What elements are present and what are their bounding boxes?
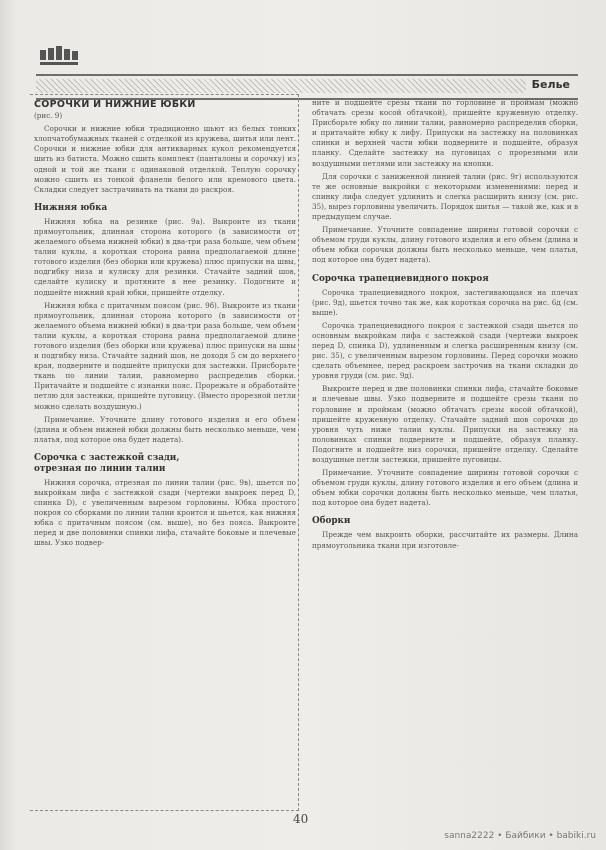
chemise-note-paragraph: Примечание. Уточните совпадение ширины готовой сорочки с объемом груди куклы, длину готового изделия и его объем (длина и объем юбки сорочки должны быть несколько меньше, чем платья, под которое она будет надета). (312, 225, 578, 265)
chemise-heading-line-2: отрезная по линии талии (34, 463, 166, 474)
chemise-heading (34, 453, 296, 475)
chemise-paragraph: Нижняя сорочка, отрезная по линии талии (рис. 9в), шьется по выкройкам лифа с застежкой сзади (чертежи выкроек перед D, спинка D), с увеличенным вырезом горловины. Юбка простого покроя со сборками по линии талии кроится и шьется, как нижняя юбка с притачным поясом (см. выше), но без пояса. Выкроите перед и две половинки спинки лифа, стачайте боковые и плечевые швы. Узко подвер- (34, 477, 296, 548)
article-title: СОРОЧКИ И НИЖНИЕ ЮБКИ (34, 99, 196, 110)
publisher-logo-icon (40, 46, 78, 68)
chemise-continued-paragraph: ните и подшейте срезы ткани по горловине и проймам (можно обтачать срезы косой обтачкой), пришейте кружевную отделку. Присборьте юбку по линии талии, равномерно распределив сборки, и притачайте юбку к лифу. Припуски на застежку на половинках спинки и верхней части юбки подверните и подшейте, образуя планку. Сделайте застежку на пуговицах с прорезными или воздушными петлями или застежку на кнопки. (312, 98, 578, 168)
trapeze-heading: Сорочка трапециевидного покроя (312, 273, 489, 284)
frills-paragraph: Прежде чем выкроить оборки, рассчитайте их размеры. Длина прямоугольника ткани при изготовле- (312, 530, 578, 550)
chemise-heading-line-1: Сорочка с застежкой сзади, (34, 452, 180, 463)
trapeze-back-paragraph: Сорочка трапециевидного покроя с застежкой сзади шьется по основным выкройкам лифа с застежкой сзади (чертежи выкроек перед D, спинка D), удлиненным и слегка расширенным книзу (см. рис. 35), с увеличенным вырезом горловины. Перед сорочки можно сделать объемнее, перед раскроем застрочив на ткани складки до уровня груди (см. рис. 9д). (312, 320, 578, 381)
low-waist-paragraph: Для сорочки с заниженной линией талии (рис. 9г) используются те же основные выкройки с некоторыми изменениями: перед и спинку лифа следует удлинить и слегка расширить книзу (см. рис. 35), вырез горловины увеличить. Порядок шитья — такой же, как и в предыдущем случае. (312, 171, 578, 222)
trapeze-sewing-paragraph: Выкроите перед и две половинки спинки лифа, стачайте боковые и плечевые швы. Узко подверните и подшейте срезы ткани по горловине и проймам (можно обтачать срезы косой обтачкой), пришейте кружевную отделку. Стачайте задний шов сорочки до уровня чуть ниже талии куклы. Припуски на застежку на половинках спинки подверните и подшейте, образуя планку. Подогните и подшейте низ сорочки, пришейте отделку. Сделайте воздушные петли застежки, пришейте пуговицы. (312, 384, 578, 464)
site-watermark: sanna2222 • Байбики • babiki.ru (444, 831, 596, 841)
section-label: Белье (531, 78, 570, 91)
skirt-heading: Нижняя юбка (34, 202, 108, 213)
trapeze-note-paragraph: Примечание. Уточните совпадение ширины готовой сорочки с объемом груди куклы, длину готового изделия и его объем (длина и объем юбки сорочки должны быть несколько меньше, чем платья, под которое она будет надета). (312, 468, 578, 508)
figure-reference: (рис. 9) (34, 111, 63, 121)
right-column (312, 98, 578, 554)
skirt-elastic-paragraph: Нижняя юбка на резинке (рис. 9а). Выкроите из ткани прямоугольник, длинная сторона которого (в зависимости от желаемого объема нижней юбки) в два-три раза больше, чем объем талии куклы, а короткая сторона равна предполагаемой длине готового изделия (без оборки или кружева) плюс припуски на швы, подгибку низа и кулиску для резинки. Стачайте задний шов, сделайте кулиску и протяните в нее резинку. Подогните и подшейте нижний край юбки, пришейте отделку. (34, 216, 296, 297)
skirt-note-paragraph: Примечание. Уточните длину готового изделия и его объем (длина и объем нижней юбки должны быть несколько меньше, чем платья, под которое она будет надета). (34, 414, 296, 444)
left-column (34, 98, 296, 552)
page-number: 40 (293, 812, 309, 826)
skirt-waistband-paragraph: Нижняя юбка с притачным поясом (рис. 9б). Выкроите из ткани прямоугольник, длинная сторона которого (в зависимости от желаемого объема нижней юбки) в два-три раза больше, чем объем талии куклы, а короткая сторона равна предполагаемой длине готового изделия (без оборки или кружева) плюс припуски на швы и подгибку низа. Стачайте задний шов, не доходя 5 см до верхнего края, подверните и подшейте припуски для застежки. Присборьте ткань по линии талии, равномерно распределив сборки. Притачайте и подшейте с изнанки пояс. Прорежьте и обработайте петлю для застежки, пришейте пуговицу. (Вместо прорезной петли можно сделать воздушную.) (34, 300, 296, 411)
frills-heading: Оборки (312, 516, 351, 527)
trapeze-shoulder-paragraph: Сорочка трапециевидного покроя, застегивающаяся на плечах (рис. 9д), шьется точно так же, как короткая сорочка на рис. 6д (см. выше). (312, 287, 578, 317)
intro-paragraph: Сорочки и нижние юбки традиционно шьют из белых тонких хлопчатобумажных тканей с отделкой из кружева, шитья или лент. Сорочки и нижние юбки для антикварных кукол рекомендуется шить из батиста. Можно сшить комплект (панталоны и сорочку) из одной и той же ткани с одинаковой отделкой. Теплую сорочку можно сшить из тонкой фланели белого или кремового цвета. Складки следует застрачивать на ткани до раскроя. (34, 124, 296, 194)
header-stripes (36, 79, 526, 93)
